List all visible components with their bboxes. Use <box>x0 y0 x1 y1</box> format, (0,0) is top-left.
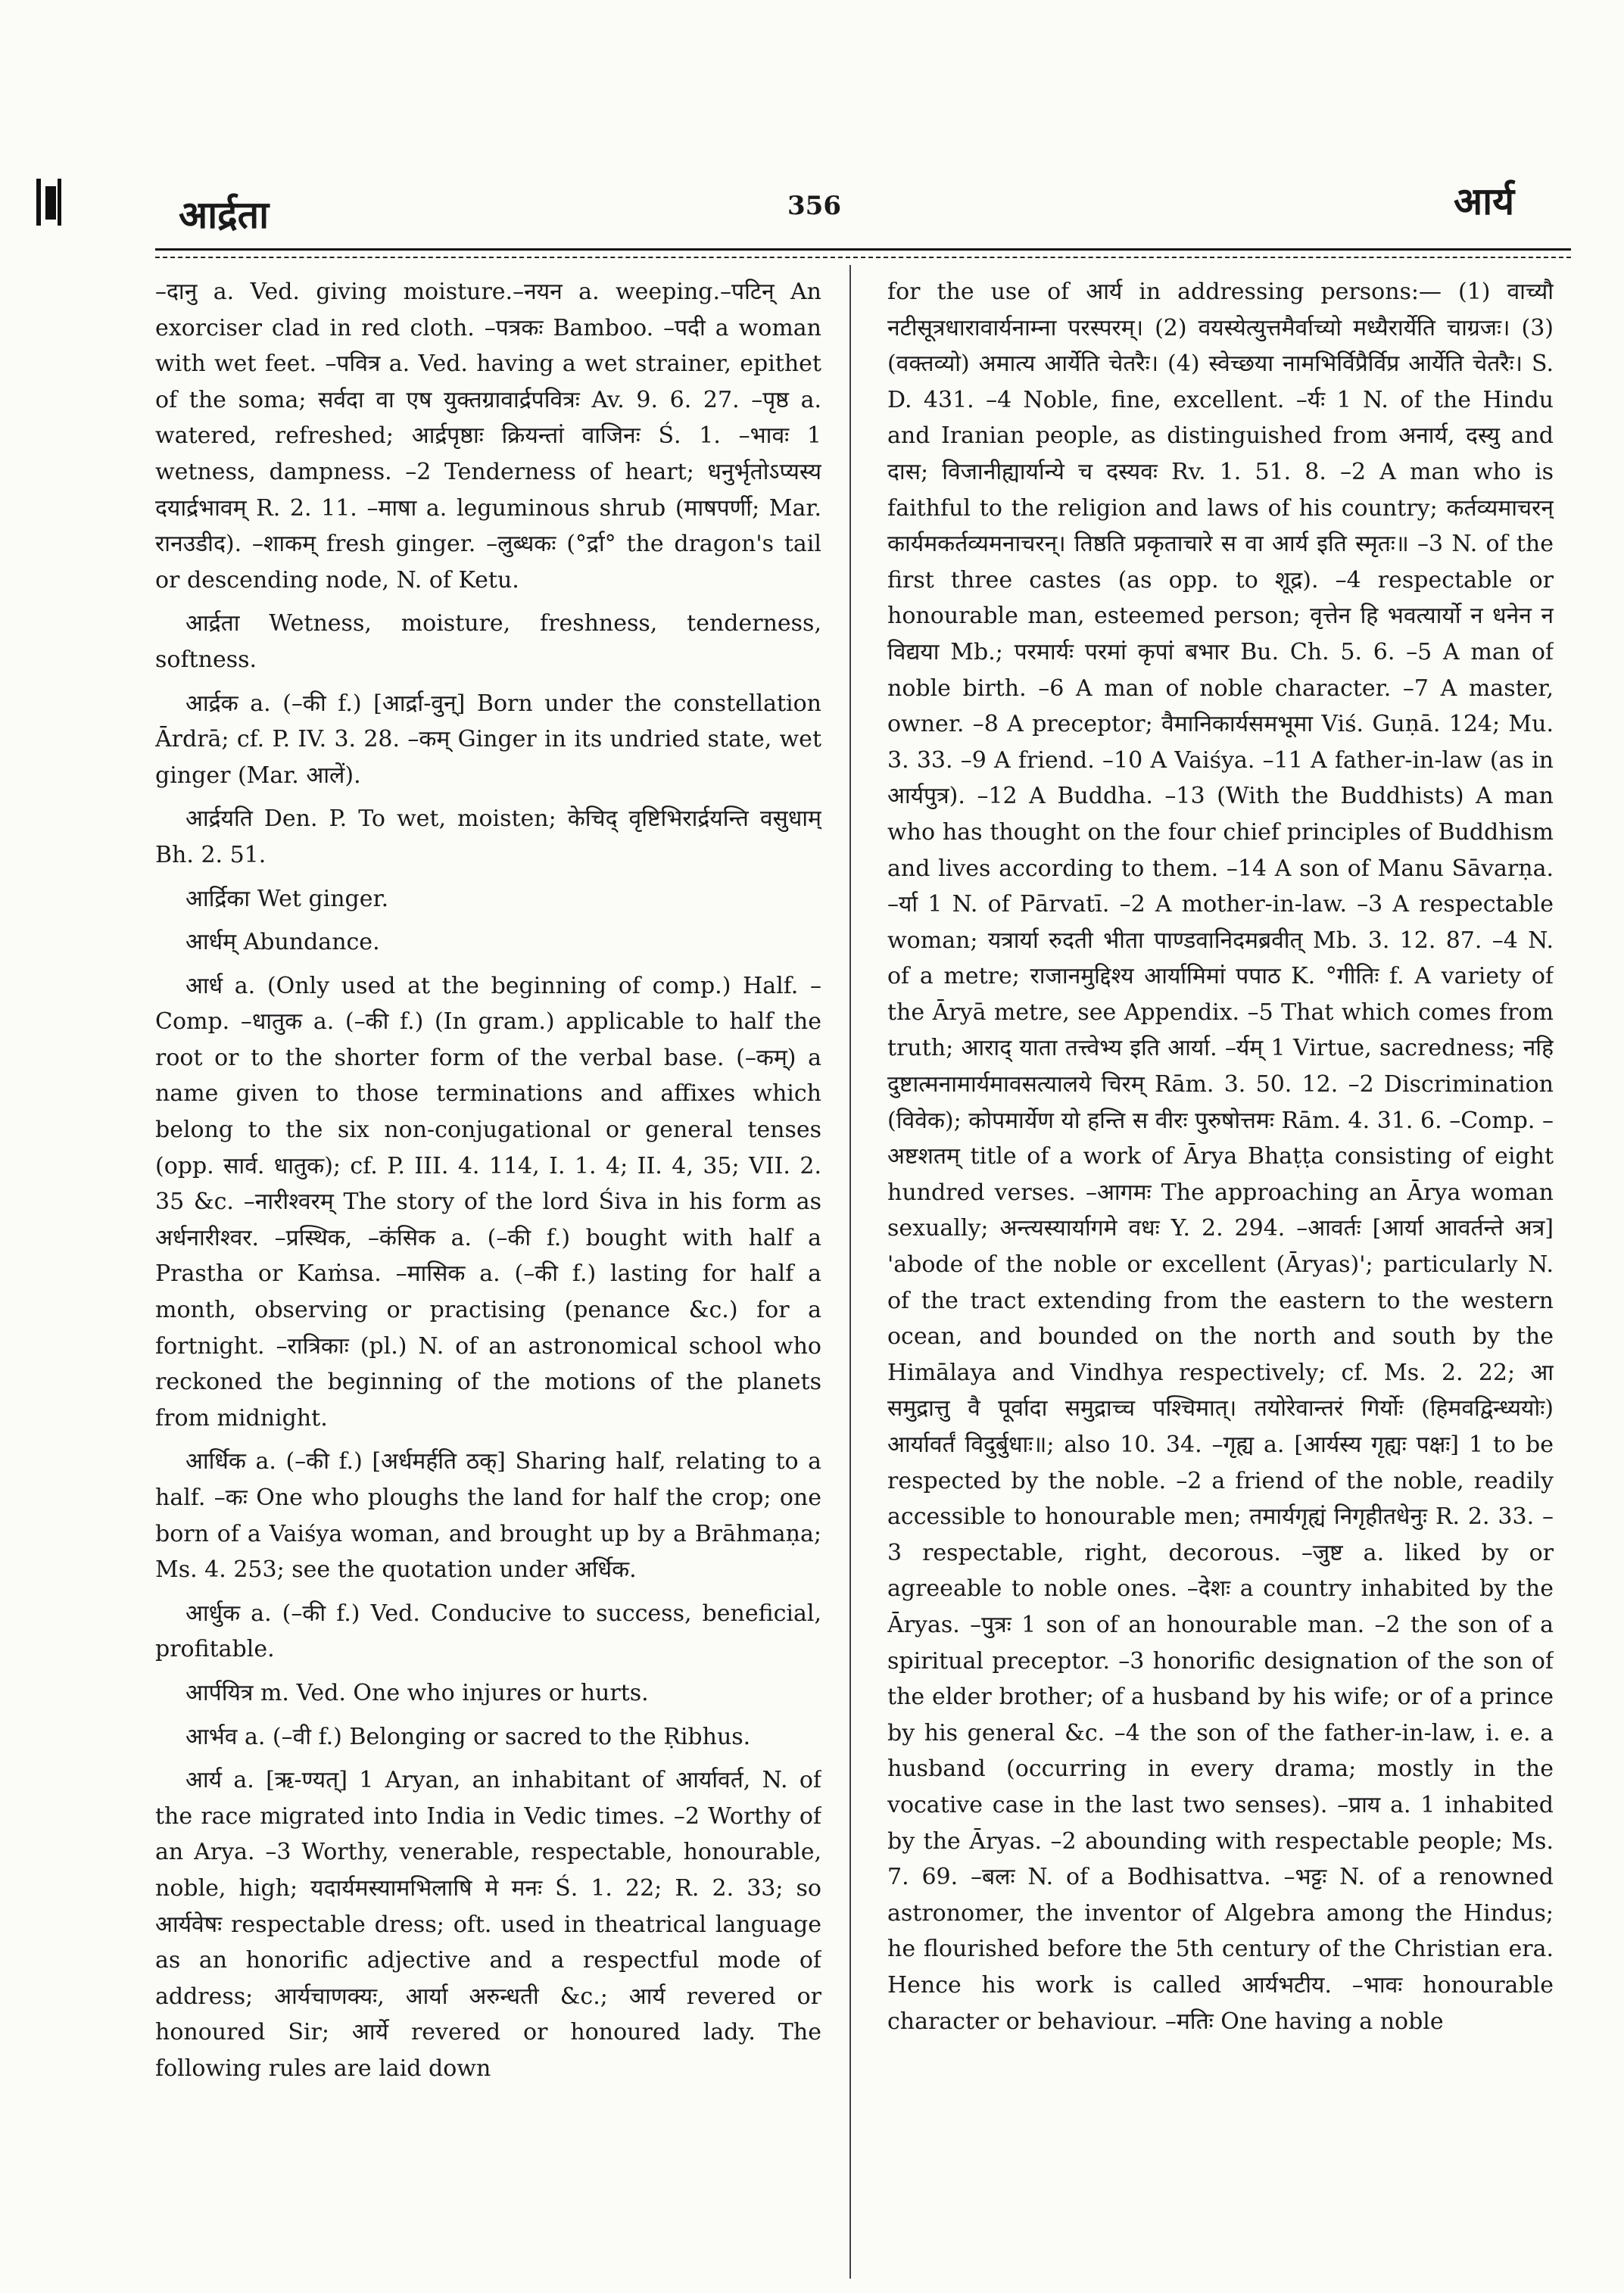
column-divider <box>849 265 851 2279</box>
entry-paragraph: आर्भव a. (–वी f.) Belonging or sacred to the Ṛibhus. <box>185 1723 751 1750</box>
entry-paragraph: आर्धुक a. (–की f.) Ved. Conducive to success, beneficial, profitable. <box>155 1600 821 1663</box>
entry-paragraph: आर्पयित्र m. Ved. One who injures or hurts. <box>185 1679 649 1706</box>
entry-paragraph: आर्धिक a. (–की f.) [अर्धमर्हति ठक्] Sharing half, relating to a half. –कः One who ploughs the land for half the crop; one born of a Vaiśya woman, and brought up by a Brāhmaṇa; Ms. 4. 253; see the quotation under अर्धिक. <box>155 1448 821 1584</box>
page-number: 356 <box>787 191 841 221</box>
entry-paragraph: आर्द्रता Wetness, moisture, freshness, tenderness, softness. <box>155 610 821 673</box>
running-headword-right: आर्य <box>1454 179 1515 223</box>
entry-paragraph: for the use of आर्य in addressing persons:— (1) वाच्यौ नटीसूत्रधारावार्यनाम्ना परस्परम्। (2) वयस्येत्युत्तमैर्वाच्यो मध्यैरार्येति चाग्रजः। (3) (वक्तव्यो) अमात्य आर्येति चेतरैः। (4) स्वेच्छया नामभिर्विप्रैर्विप्र आर्येति चेतरैः। S. D. 431. –4 Noble, fine, excellent. –र्यः 1 N. of the Hindu and Iranian people, as distinguished from अनार्य, दस्यु and दास; विजानीह्यार्यान्ये च दस्यवः Rv. 1. 51. 8. –2 A man who is faithful to the religion and laws of his country; कर्तव्यमाचरन् कार्यमकर्तव्यमनाचरन्। तिष्ठति प्रकृताचारे स वा आर्य इति स्मृतः॥ –3 N. of the first three castes (as opp. to शूद्र). –4 respectable or honourable man, esteemed person; वृत्तेन हि भवत्यार्यो न धनेन न विद्यया Mb.; परमार्यः परमां कृपां बभार Bu. Ch. 5. 6. –5 A man of noble birth. –6 A man of noble character. –7 A master, owner. –8 A preceptor; वैमानिकार्यसमभूमा Viś. Guṇā. 124; Mu. 3. 33. –9 A friend. –10 A Vaiśya. –11 A father-in-law (as in आर्यपुत्र). –12 A Buddha. –13 (With the Buddhists) A man who has thought on the four chief principles of Buddhism and lives according to them. –14 A son of Manu Sāvarṇa. –र्या 1 N. of Pārvatī. –2 A mother-in-law. –3 A respectable woman; यत्रार्या रुदती भीता पाण्डवानिदमब्रवीत् Mb. 3. 12. 87. –4 N. of a metre; राजानमुद्दिश्य आर्यामिमां पपाठ K. °गीतिः f. A variety of the Āryā metre, see Appendix. –5 That which comes from truth; आराद् याता तत्त्वेभ्य इति आर्या. –र्यम् 1 Virtue, sacredness; नहि दुष्टात्मनामार्यमावसत्यालये चिरम् Rām. 3. 50. 12. –2 Discrimination (विवेक); कोपमार्येण यो हन्ति स वीरः पुरुषोत्तमः Rām. 4. 31. 6. –Comp. –अष्टशतम् title of a work of Ārya Bhaṭṭa consisting of eight hundred verses. –आगमः The approaching an Ārya woman sexually; अन्त्यस्यार्यागमे वधः Y. 2. 294. –आवर्तः [आर्या आवर्तन्ते अत्र] 'abode of the noble or excellent (Āryas)'; particularly N. of the tract extending from the eastern to the western ocean, and bounded on the north and south by the Himālaya and Vindhya respectively; cf. Ms. 2. 22; आ समुद्रात्तु वै पूर्वादा समुद्राच्च पश्चिमात्। तयोरेवान्तरं गिर्योः (हिमवद्विन्ध्ययोः) आर्यावर्तं विदुर्बुधाः॥; also 10. 34. –गृह्य a. [आर्यस्य गृह्यः पक्षः] 1 to be respected by the noble. –2 a friend of the noble, readily accessible to honourable men; तमार्यगृह्यं निगृहीतधेनुः R. 2. 33. –3 respectable, right, decorous. –जुष्ट a. liked by or agreeable to noble ones. –देशः a country inhabited by the Āryas. –पुत्रः 1 son of an honourable man. –2 the son of a spiritual preceptor. –3 honorific designation of the son of the elder brother; of a husband by his wife; or of a prince by his general &c. –4 the son of the father-in-law, i. e. a husband (occurring in every drama; mostly in the vocative case in the last two senses). –प्राय a. 1 inhabited by the Āryas. –2 abounding with respectable people; Ms. 7. 69. –बलः N. of a Bodhisattva. –भट्टः N. of a renowned astronomer, the inventor of Algebra among the Hindus; he flourished before the 5th century of the Christian era. Hence his work is called आर्यभटीय. –भावः honourable character or behaviour. –मतिः One having a noble <box>887 279 1554 2035</box>
entry-paragraph: –दानु a. Ved. giving moisture.–नयन a. weeping.–पटिन् An exorciser clad in red cloth. –पत्रकः Bamboo. –पदी a woman with wet feet. –पवित्र a. Ved. having a wet strainer, epithet of the soma; सर्वदा वा एष युक्तग्रावार्द्रपवित्रः Av. 9. 6. 27. –पृष्ठ a. watered, refreshed; आर्द्रपृष्ठाः क्रियन्तां वाजिनः Ś. 1. –भावः 1 wetness, dampness. –2 Tenderness of heart; धनुर्भृतोऽप्यस्य दयार्द्रभावम् R. 2. 11. –माषा a. leguminous shrub (माषपर्णी; Mar. रानउडीद). –शाकम् fresh ginger. –लुब्धकः (°र्द्रा° the dragon's tail or descending node, N. of Ketu. <box>155 279 821 594</box>
running-headword-left: आर्द्रता <box>179 192 270 237</box>
left-column <box>155 274 821 2273</box>
entry-paragraph: आर्धम् Abundance. <box>185 929 380 956</box>
page-corner-mark <box>36 179 62 226</box>
entry-paragraph: आर्द्रिका Wet ginger. <box>185 885 389 912</box>
entry-paragraph: आर्द्रयति Den. P. To wet, moisten; केचिद् वृष्टिभिरार्द्रयन्ति वसुधाम् Bh. 2. 51. <box>155 805 821 868</box>
header-rule <box>155 248 1571 258</box>
entry-paragraph: आर्द्रक a. (–की f.) [आर्द्रा-वुन्] Born under the constellation Ārdrā; cf. P. IV. 3. 28. –कम् Ginger in its undried state, wet ginger (Mar. आलें). <box>155 690 821 789</box>
entry-paragraph: आर्य a. [ऋ-ण्यत्] 1 Aryan, an inhabitant of आर्यावर्त, N. of the race migrated into India in Vedic times. –2 Worthy of an Arya. –3 Worthy, venerable, respectable, honourable, noble, high; यदार्यमस्यामभिलाषि मे मनः Ś. 1. 22; R. 2. 33; so आर्यवेषः respectable dress; oft. used in theatrical language as an honorific adjective and a respectful mode of address; आर्यचाणक्यः, आर्या अरुन्धती &c.; आर्य revered or honoured Sir; आर्ये revered or honoured lady. The following rules are laid down <box>155 1767 821 2082</box>
right-column <box>887 274 1554 2273</box>
entry-paragraph: आर्ध a. (Only used at the beginning of comp.) Half. –Comp. –धातुक a. (–की f.) (In gram.) applicable to half the root or to the shorter form of the verbal base. (–कम्) a name given to those terminations and affixes which belong to the six non-conjugational or general tenses (opp. सार्व. धातुक); cf. P. III. 4. 114, I. 1. 4; II. 4, 35; VII. 2. 35 &c. –नारीश्वरम् The story of the lord Śiva in his form as अर्धनारीश्वर. –प्रस्थिक, –कंसिक a. (–की f.) bought with half a Prastha or Kaṁsa. –मासिक a. (–की f.) lasting for half a month, observing or practising (penance &c.) for a fortnight. –रात्रिकाः (pl.) N. of an astronomical school who reckoned the beginning of the motions of the planets from midnight. <box>155 972 821 1432</box>
